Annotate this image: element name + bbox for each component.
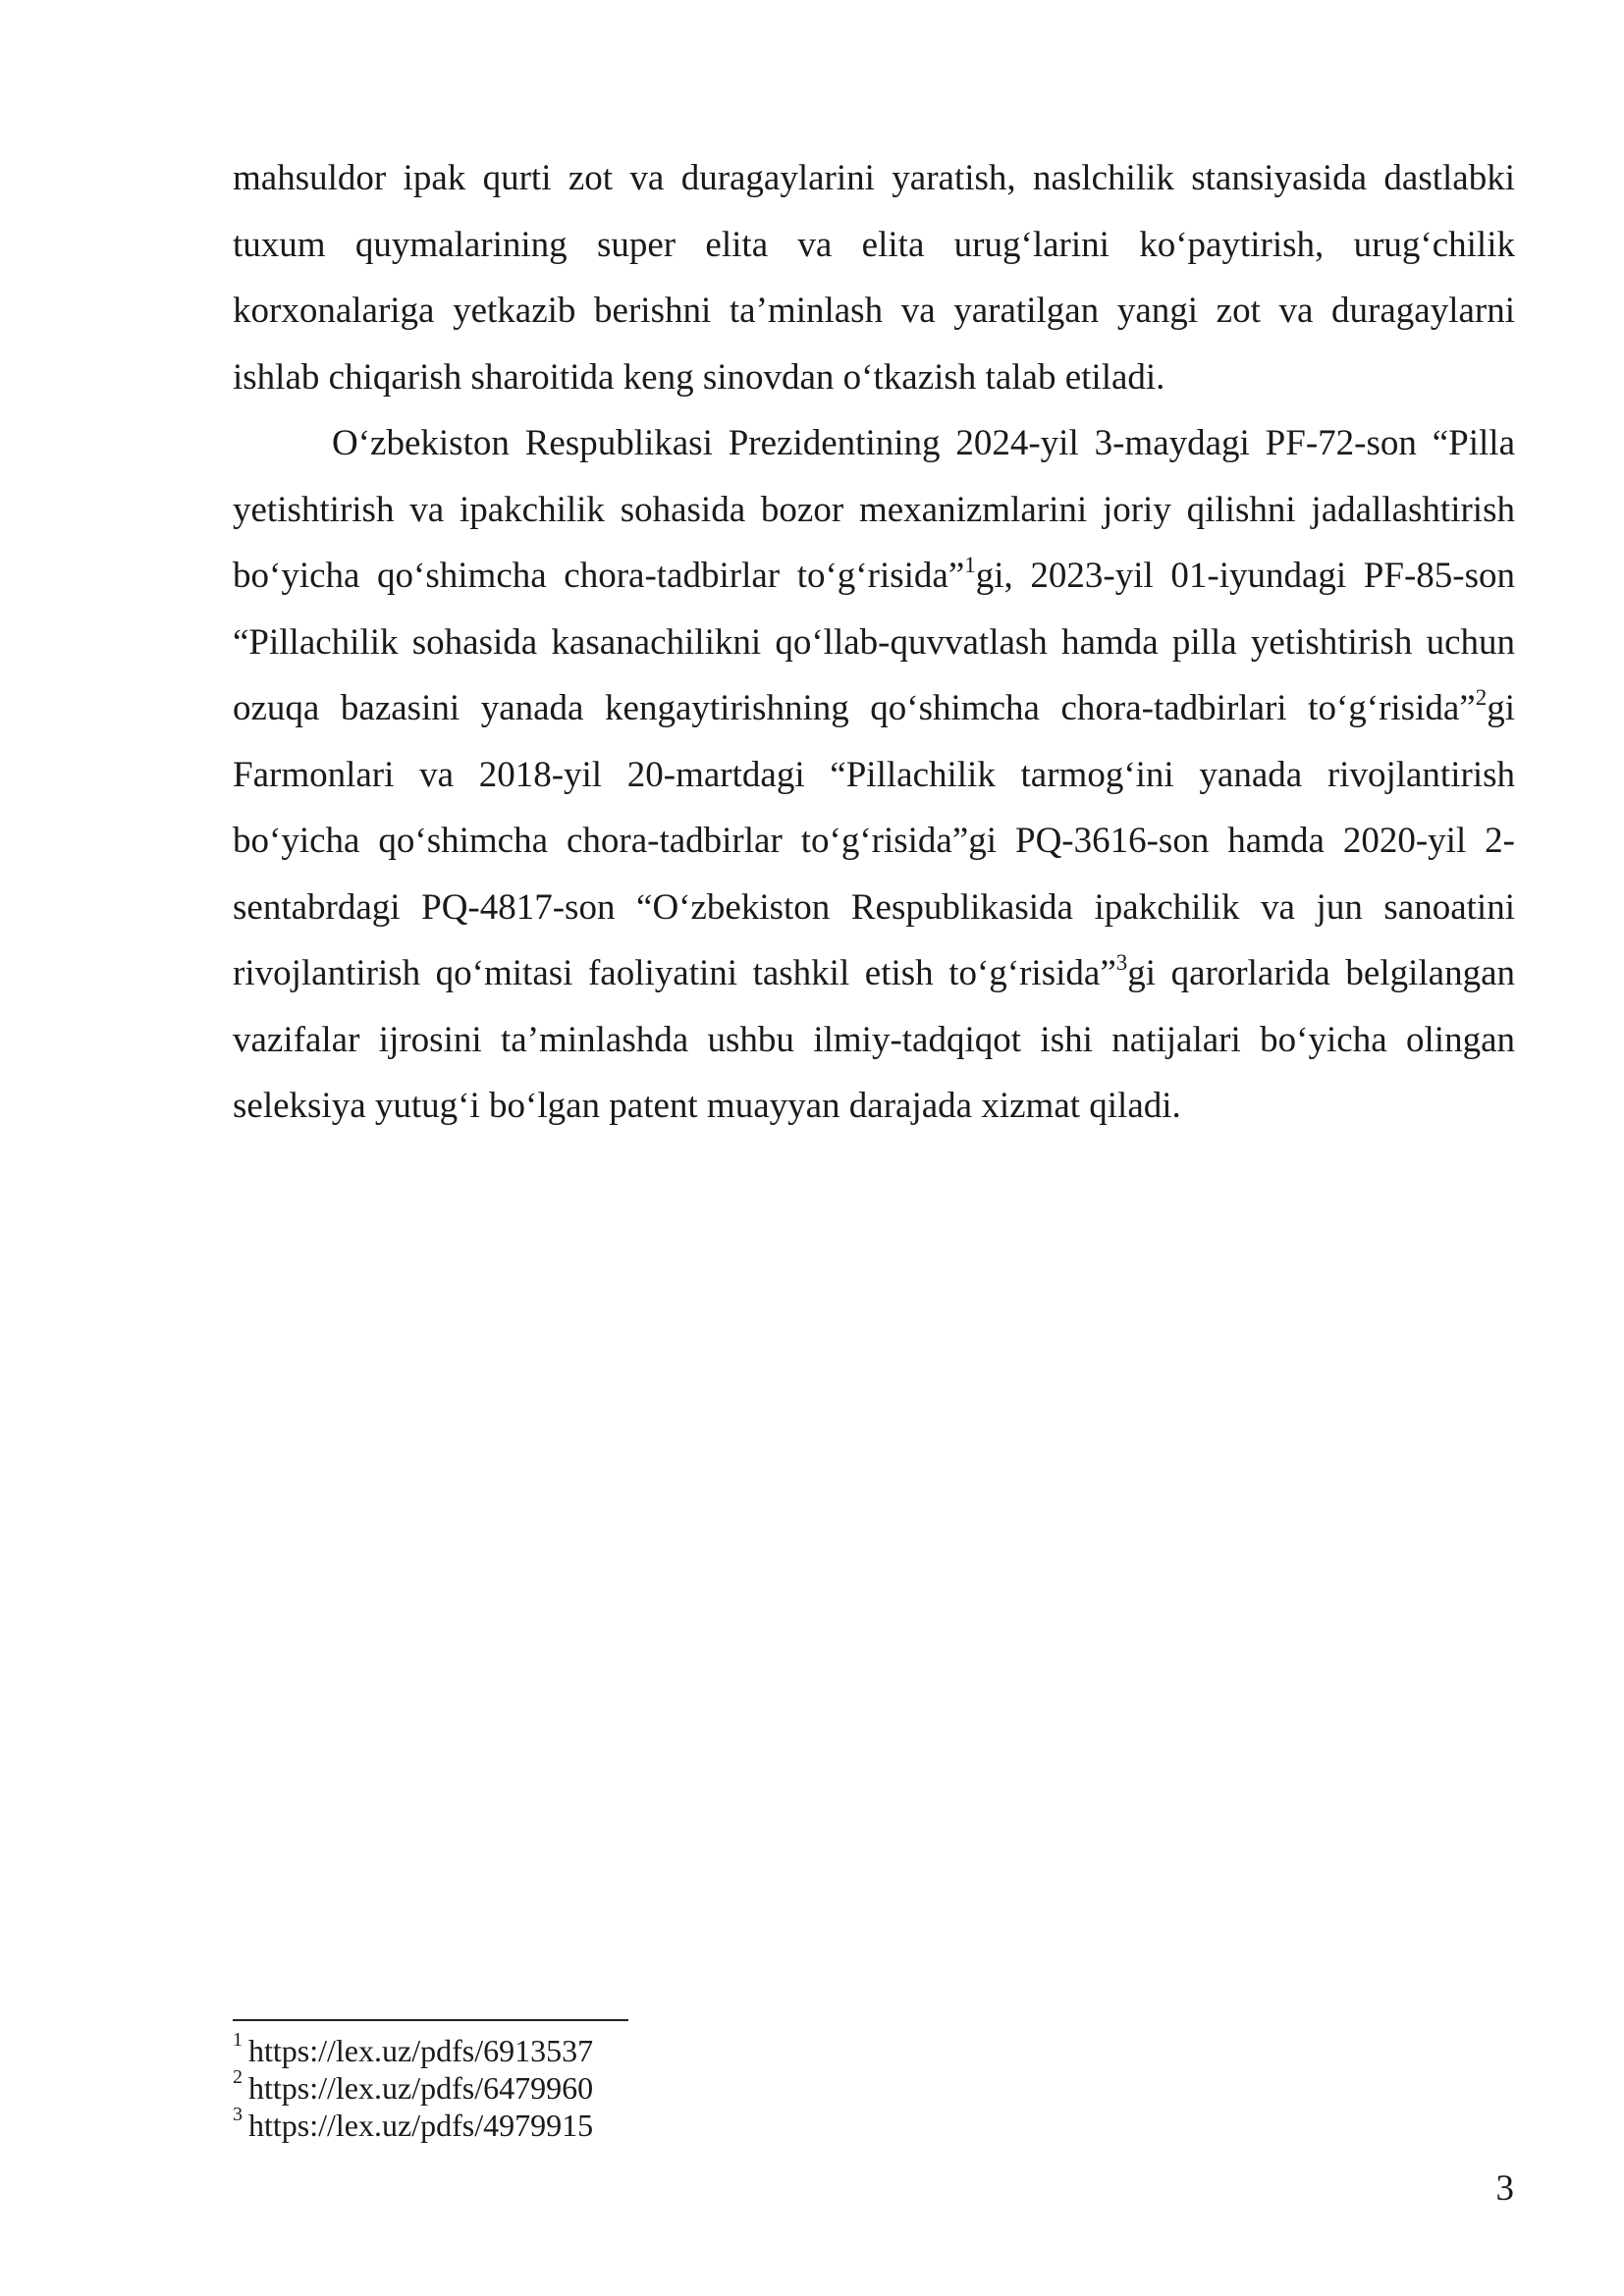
footnote-separator — [233, 2019, 628, 2021]
footnote-number: 2 — [233, 2066, 243, 2089]
footnotes-section — [233, 2029, 594, 2144]
paragraph-text-segment: gi, 2023-yil 01-iyundagi PF-85-son “Pillachilik sohasida kasanachilikni qo‘llab-quvvatlash hamda pilla yetishtirish uchun ozuqa bazasini yanada kengaytirishning qo‘shimcha chora-tadbirlari to‘g‘risida” — [233, 556, 1515, 728]
footnote-reference-2[interactable]: 2 — [1475, 684, 1488, 710]
body-paragraph-1: mahsuldor ipak qurti zot va duragaylarini yaratish, naslchilik stansiyasida dastlabki tuxum quymalarining super elita va elita urug‘larini ko‘paytirish, urug‘chilik korxonalariga yetkazib berishni ta’minlash va yaratilgan yangi zot va duragaylarni ishlab chiqarish sharoitida keng sinovdan o‘tkazish talab etiladi. — [233, 158, 1515, 398]
body-paragraph-2 — [233, 410, 1515, 1140]
footnote-reference-3[interactable]: 3 — [1115, 949, 1128, 975]
footnote-2 — [233, 2066, 594, 2107]
footnote-link[interactable]: https://lex.uz/pdfs/6479960 — [248, 2070, 594, 2106]
footnote-link[interactable]: https://lex.uz/pdfs/6913537 — [248, 2033, 594, 2068]
paragraph-text-segment: gi Farmonlari va 2018-yil 20-martdagi “Pillachilik tarmog‘ini yanada rivojlantirish bo‘yicha qo‘shimcha chora-tadbirlar to‘g‘risida”gi PQ-3616-son hamda 2020-yil 2-sentabrdagi PQ-4817-son “O‘zbekiston Respublikasida ipakchilik va jun sanoatini rivojlantirish qo‘mitasi faoliyatini tashkil etish to‘g‘risida” — [233, 688, 1515, 993]
footnote-1 — [233, 2029, 594, 2069]
footnote-number: 1 — [233, 2029, 243, 2052]
paragraph-text-segment: O‘zbekiston Respublikasi Prezidentining 2024-yil 3-maydagi PF-72-son “Pilla yetishtirish va ipakchilik sohasida bozor mexanizmlarini joriy qilishni jadallashtirish bo‘yicha qo‘shimcha chora-tadbirlar to‘g‘risida” — [233, 423, 1515, 596]
footnote-reference-1[interactable]: 1 — [964, 552, 976, 577]
footnote-3 — [233, 2104, 594, 2144]
footnote-number: 3 — [233, 2104, 243, 2126]
page-number: 3 — [1495, 2168, 1514, 2209]
footnote-link[interactable]: https://lex.uz/pdfs/4979915 — [248, 2108, 594, 2143]
paragraph-text-segment: gi qarorlarida belgilangan vazifalar ijrosini ta’minlashda ushbu ilmiy-tadqiqot ishi natijalari bo‘yicha olingan seleksiya yutug‘i bo‘lgan patent muayyan darajada xizmat qiladi. — [233, 953, 1515, 1126]
